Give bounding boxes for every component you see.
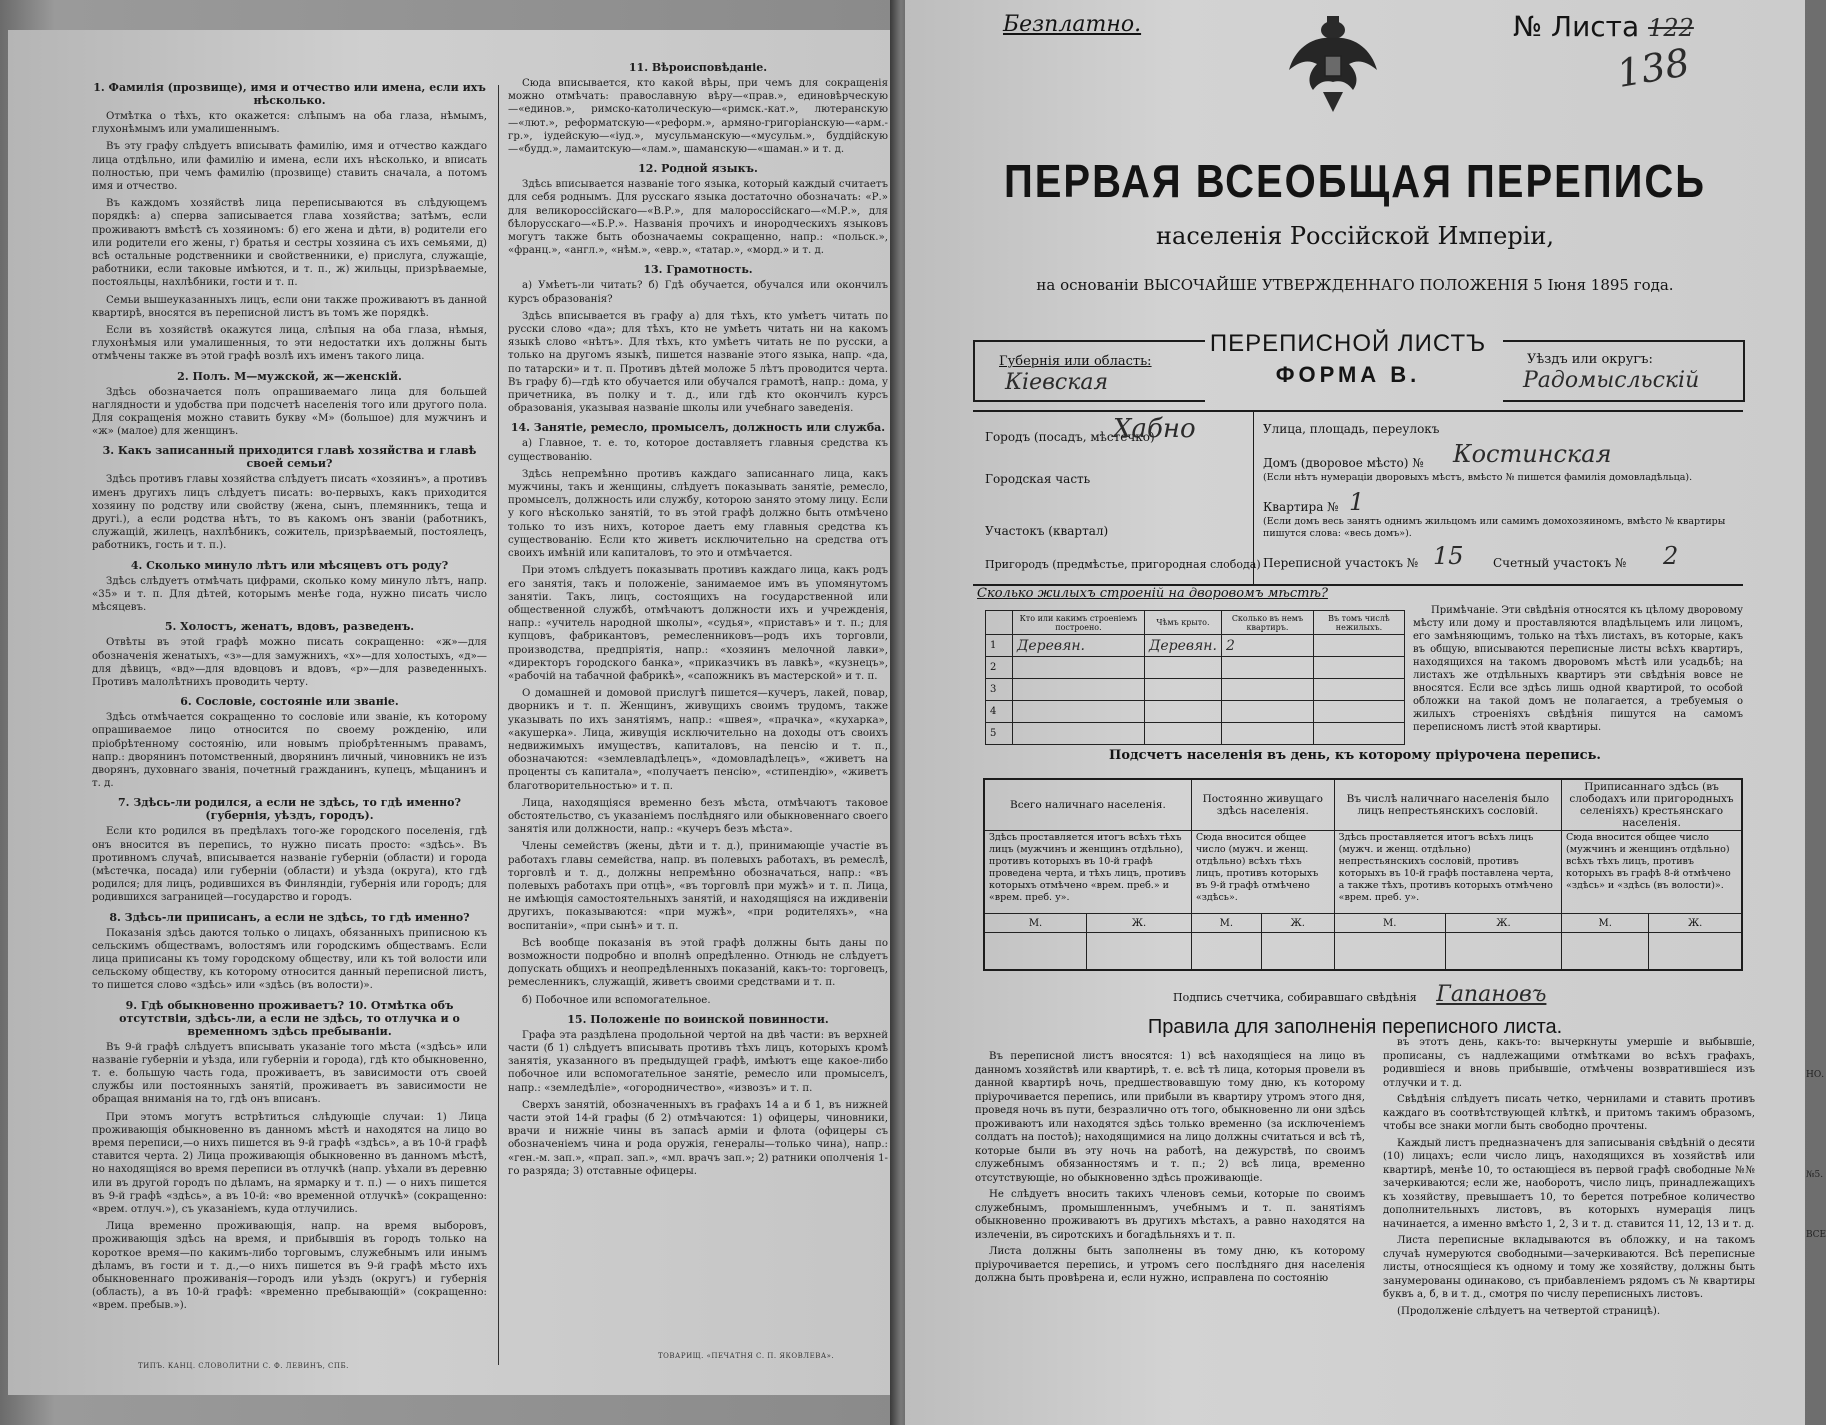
instruction-paragraph: а) Главное, т. е. то, которое доставляетъ главныя средства къ существованію. <box>508 438 888 463</box>
male-column-label: М. <box>1562 914 1649 933</box>
stroeniya-row <box>986 657 1405 679</box>
form-title-block <box>1203 330 1493 388</box>
list-number-handwritten: 138 <box>1613 40 1693 96</box>
podschet-desc-cell: Сюда вносится общее число (мужчинъ и женщинъ отдѣльно) всѣхъ тѣхъ лицъ, противъ которыхъ въ графѣ 8-й отмѣчено «здѣсь» и «здѣсь (въ волости)». <box>1562 831 1742 914</box>
podschet-header-cell: Въ числѣ наличнаго населенія было лицъ непрестьянскихъ сословій. <box>1334 779 1561 831</box>
stroeniya-cell-d <box>1313 723 1404 745</box>
stroeniya-cell-b <box>1144 657 1221 679</box>
kvartira-value: 1 <box>1349 488 1365 516</box>
section-heading: 15. Положеніе по воинской повинности. <box>567 1012 829 1026</box>
census-decree-line: на основаніи ВЫСОЧАЙШЕ УТВЕРЖДЕННАГО ПОЛОЖЕНІЯ 5 Іюня 1895 года. <box>1036 276 1674 294</box>
list-number-label: № Листа <box>1513 10 1640 43</box>
census-subtitle: населенія Россійской Имперіи, <box>1156 222 1554 250</box>
instruction-paragraph: Всѣ вообще показанія въ этой графѣ должны быть даны по возможности подробно и вполнѣ опредѣленно. Отнюдь не слѣдуетъ допускать общихъ и неопредѣленныхъ показаній, какъ-то: торговецъ, ремесленникъ, служащій, живетъ своими средствами и т. п. <box>508 937 888 989</box>
stroeniya-header-cell: Кто или какимъ строеніемъ построено. <box>1013 611 1145 635</box>
gorod-label: Городъ (посадъ, мѣстечко) <box>985 430 1155 444</box>
section-heading: 14. Занятіе, ремесло, промыселъ, должность или служба. <box>510 421 886 435</box>
instruction-paragraph: Сюда вписывается, кто какой вѣры, при чемъ для сокращенія можно отмѣчать: православную вѣру—«прав.», единовѣрческую—«единов.», римско-католическую—«римск.-кат.», лютеранскую—«лют.», реформатскую—«реформ.», армяно-григоріанскую—«арм.-гр.», іудейскую—«іуд.», мусульманскую—«мусульм.», буддійскую—«будд.», ламаитскую—«лам.», шаманскую—«шаман.» и т. д. <box>508 78 888 156</box>
stroeniya-cell-n: 5 <box>986 723 1013 745</box>
prigorod-label: Пригородъ (предмѣстье, пригородная слобода) <box>985 558 1261 571</box>
stroeniya-cell-c <box>1221 701 1313 723</box>
instruction-paragraph: Листа должны быть заполнены въ тому дню, къ которому пріурочивается перепись, и утромъ сего послѣдняго дня населенія должна быть провѣрена и, если нужно, исправлена по состоянію <box>975 1246 1365 1284</box>
stroeniya-table <box>985 610 1405 745</box>
section-heading: 4. Сколько минуло лѣтъ или мѣсяцевъ отъ роду? <box>130 558 449 572</box>
stroeniya-cell-a: Деревян. <box>1013 635 1145 657</box>
podschet-desc-cell: Здѣсь проставляется итогъ всѣхъ тѣхъ лицъ (мужчинъ и женщинъ отдѣльно), противъ которыхъ въ 10-й графѣ проведена черта, и тѣхъ лицъ, противъ которыхъ отмѣчено «врем. преб.» и «врем. преб. у». <box>984 831 1191 914</box>
section-heading: 8. Здѣсь-ли приписанъ, а если не здѣсь, то гдѣ именно? <box>109 910 470 924</box>
podschet-value-cell <box>1191 933 1261 971</box>
instruction-paragraph: Здѣсь вписывается въ графу а) для тѣхъ, кто умѣетъ читать по русски слово «да»; для тѣхъ, кто не умѣетъ читать ни на какомъ языкѣ слово «нѣтъ». Для тѣхъ, кто умѣетъ читать не по русски, а только на другомъ языкѣ, пишется названіе этого языка, напр. «да, по татарски» и т. п. Противъ дѣтей моложе 5 лѣтъ проводится черта. Въ графу б)—гдѣ кто обучается или обучался грамотѣ, напр.: дома, у причетника, въ полку и т. д., или гдѣ кто окончилъ курсъ образованія, указывая названіе школы или учебнаго заведенія. <box>508 310 888 415</box>
instruction-paragraph: Здѣсь обозначается полъ опрашиваемаго лица для большей наглядности и удобства при подсчетѣ населенія того или другого пола. Для сокращенія можно ставить букву «М» (большое) для мужчинъ и «ж» (малое) для женщинъ. <box>92 386 487 438</box>
stroeniya-header-n <box>986 611 1013 635</box>
instruction-paragraph: При этомъ слѣдуетъ показывать противъ каждаго лица, какъ родъ его занятія, такъ и положеніе, занимаемое имъ въ упомянутомъ занятіи. Такъ, лицъ, состоящихъ на государственной или общественной службѣ, отмѣчаютъ должности ихъ и учрежденія, напр.: «учитель народной школы», «судья», «приставъ» и т. п.; для купцовъ, фабрикантовъ, ремесленниковъ—родъ ихъ торговли, производства, предпріятія, напр.: «хозяинъ мелочной лавки», «директоръ городского банка», «приказчикъ въ лавкѣ», «кузнецъ», «рабочій на табачной фабрикѣ», «сапожникъ въ мастерской» и т. п. <box>508 565 888 682</box>
stroeniya-cell-d <box>1313 679 1404 701</box>
gorod-chast-label: Городская часть <box>985 472 1091 486</box>
podschet-value-cell <box>984 933 1087 971</box>
section-heading: 3. Какъ записанный приходится главѣ хозяйства и главѣ своей семьи? <box>102 444 477 471</box>
podschet-value-cell <box>1261 933 1334 971</box>
stroeniya-cell-c: 2 <box>1221 635 1313 657</box>
edge-mark-1: НО. <box>1806 1070 1825 1080</box>
section-heading: 13. Грамотность. <box>643 263 753 277</box>
list-number <box>1513 10 1694 43</box>
podschet-value-cell <box>1562 933 1649 971</box>
female-column-label: Ж. <box>1261 914 1334 933</box>
podschet-table-wrap <box>983 778 1743 971</box>
stroeniya-header-cell: Сколько въ немъ квартиръ. <box>1221 611 1313 635</box>
stroeniya-cell-n: 2 <box>986 657 1013 679</box>
stroeniya-cell-b: Деревян. <box>1144 635 1221 657</box>
instructions-column-1 <box>92 75 487 1350</box>
male-column-label: М. <box>984 914 1087 933</box>
edge-mark-2: №5. <box>1806 1170 1824 1180</box>
instruction-paragraph: О домашней и домовой прислугѣ пишется—кучеръ, лакей, повар, дворникъ и т. п. Женщинъ, живущихъ своимъ трудомъ, также указывать по ихъ занятіямъ, напр.: «швея», «прачка», «кухарка», «акушерка». Лица, живущія исключительно на доходы отъ своихъ недвижимыхъ имуществъ, капиталовъ, на пенсію и т. п., обозначаются: «землевладѣлецъ», «домовладѣлецъ», «живетъ на проценты съ капитала», «получаетъ пенсію», «стипендію», «живетъ благотворительностью» и т. п. <box>508 688 888 792</box>
instruction-paragraph: Если кто родился въ предѣлахъ того-же городского поселенія, гдѣ онъ вносится въ перепись, то нужно писать просто: «здѣсь». Въ противномъ случаѣ, вписывается названіе губерніи (области) и города (мѣстечка, посада) или губерніи (области) и уѣзда (округа), кто гдѣ родился; для лицъ, родившихся въ Финляндіи, губернія или городъ; для родившихся заграницей—государство и городъ. <box>92 826 487 904</box>
instruction-paragraph: Здѣсь вписывается названіе того языка, который каждый считаетъ для себя роднымъ. Для русскаго языка достаточно обозначать: «Р.» для великороссійскаго—«В.Р.», для малороссійскаго—«М.Р.», для бѣлорусскаго—«Б.Р.». Названія прочихъ и инородческихъ языковъ могутъ также быть обозначаемы сокращенно, напр.: «польск.», «франц.», «англ.», «нѣм.», «евр.», «татар.», «морд.» и т. д. <box>508 179 888 257</box>
instruction-paragraph: Семьи вышеуказанныхъ лицъ, если они также проживаютъ въ данной квартирѣ, вносятся въ переписной листъ въ томъ же порядкѣ. <box>92 294 487 319</box>
stroeniya-cell-b <box>1144 701 1221 723</box>
instruction-paragraph: Листа переписные вкладываются въ обложку, и на такомъ случаѣ нумеруются свободными—зачеркиваются. Всѣ переписные листы, относящіеся къ одному и тому же хозяйству, должны быть занумерованы одинаково, съ прибавленіемъ рядомъ съ № квартиры буквъ а, б, в и т. д., смотря по числу переписныхъ листовъ. <box>1383 1235 1755 1300</box>
kvartira-label: Квартира № <box>1263 500 1339 514</box>
section-heading: 11. Вѣроисповѣданіе. <box>628 61 768 74</box>
gubernia-value: Кіевская <box>1005 370 1109 395</box>
podschet-desc-cell: Сюда вносится общее число (мужч. и женщ. отдѣльно) всѣхъ тѣхъ лицъ, противъ которыхъ въ 9-й графѣ отмѣчено «здѣсь». <box>1191 831 1334 914</box>
female-column-label: Ж. <box>1649 914 1742 933</box>
stroeniya-cell-b <box>1144 679 1221 701</box>
section-heading: 2. Полъ. М—мужской, ж—женскій. <box>177 369 402 383</box>
podpis-block <box>1173 982 1546 1007</box>
instruction-paragraph: въ этотъ день, какъ-то: вычеркнуты умершіе и выбывшіе, прописаны, съ надлежащими отмѣтками во всѣхъ графахъ, родившіеся и вновь прибывшіе, отмѣчены возвратившіеся изъ отлучки и т. д. <box>1383 1037 1755 1089</box>
dom-value: Костинская <box>1453 440 1612 468</box>
right-page <box>905 0 1805 1425</box>
female-column-label: Ж. <box>1087 914 1192 933</box>
stroeniya-cell-a <box>1013 723 1145 745</box>
female-column-label: Ж. <box>1445 914 1561 933</box>
instruction-paragraph: Если въ хозяйствѣ окажутся лица, слѣпыя на оба глаза, нѣмыя, глухонѣмыя или умалишенныя, то эти недостатки ихъ должны быть отмѣчены также въ этой графѣ возлѣ ихъ именъ такого лица. <box>92 325 487 363</box>
podschet-header-cell: Приписаннаго здѣсь (въ слободахъ или пригородныхъ селеніяхъ) крестьянскаго населенія. <box>1562 779 1742 831</box>
instruction-paragraph: Здѣсь слѣдуетъ отмѣчать цифрами, сколько кому минуло лѣтъ, напр. «35» и т. п. Для дѣтей, которымъ менѣе года, нужно писать число мѣсяцевъ. <box>92 575 487 614</box>
instruction-paragraph: Лица, находящіяся временно безъ мѣста, отмѣчаютъ таковое обстоятельство, съ указаніемъ послѣдняго или обыкновеннаго своего занятія или должности, напр.: «кучеръ безъ мѣста». <box>508 797 888 836</box>
free-label: Безплатно. <box>1003 12 1142 37</box>
instruction-paragraph: При этомъ могутъ встрѣтиться слѣдующіе случаи: 1) Лица проживающія обыкновенно въ данномъ мѣстѣ и находятся на лицо во время переписи,—о нихъ пишется въ 9-й графѣ «здѣсь», а въ 10-й графѣ ставится черта. 2) Лица проживающія обыкновенно въ данномъ мѣстѣ, но находящіяся во время переписи въ отлучкѣ (напр. уѣхали въ деревню или въ другой городъ по дѣламъ, на ярмарку и т. п.) — о нихъ пишется въ 9-й графѣ «здѣсь», а въ 10-й: «во временной отлучкѣ» (сокращенно: «врем. отлуч.»), съ указаніемъ, куда отлучились. <box>92 1111 487 1215</box>
edge-mark-3: ВСЕ <box>1806 1230 1826 1240</box>
instruction-paragraph: Въ эту графу слѣдуетъ вписывать фамилію, имя и отчество каждаго лица отдѣльно, или фамилію и имена, если ихъ нѣсколько, и вписать полностью, при чемъ фамилію (прозвище) ставить сначала, а потомъ имя и отчество. <box>92 141 487 193</box>
imperial-eagle-emblem <box>1283 8 1383 118</box>
podschet-header-cell: Всего наличнаго населенія. <box>984 779 1191 831</box>
instructions-column-2 <box>508 55 888 1355</box>
podpis-label: Подпись счетчика, собиравшаго свѣдѣнія <box>1173 991 1417 1004</box>
stroeniya-cell-a <box>1013 679 1145 701</box>
instruction-paragraph: (Продолженіе слѣдуетъ на четвертой страницѣ). <box>1397 1305 1661 1317</box>
podschet-desc-row <box>984 831 1742 914</box>
stroeniya-row <box>986 701 1405 723</box>
podschet-value-cell <box>1445 933 1561 971</box>
printer-imprint-right: ТОВАРИЩ. «ПЕЧАТНЯ С. П. ЯКОВЛЕВА». <box>658 1352 835 1360</box>
address-block <box>973 410 1743 586</box>
instruction-paragraph: б) Побочное или вспомогательное. <box>522 994 711 1006</box>
instruction-paragraph: Каждый листъ предназначенъ для записыванія свѣдѣній о десяти (10) лицахъ; если число лицъ, находящихся въ хозяйствѣ или квартирѣ, менѣе 10, то остающіеся въ первой графѣ свободные №№ зачеркиваются; если же, наоборотъ, число лицъ, принадлежащихъ къ хозяйству, превышаетъ 10, то берется потребное количество дополнительныхъ листовъ, въ которыхъ нумерація лицъ начинается, а именно вмѣсто 1, 2, 3 и т. д. ставится 11, 12, 13 и т. д. <box>1383 1137 1755 1230</box>
instruction-paragraph: Отмѣтка о тѣхъ, кто окажется: слѣпымъ на оба глаза, нѣмымъ, глухонѣмымъ или умалишеннымъ. <box>92 111 487 136</box>
podschet-table <box>983 778 1743 971</box>
podschet-title: Подсчетъ населенія въ день, къ которому пріурочена перепись. <box>1109 748 1601 763</box>
printer-imprint-left: ТИПЪ. КАНЦ. СЛОВОЛИТНИ С. Ф. ЛЕВИНЪ, СПБ. <box>138 1362 349 1370</box>
instruction-paragraph: Здѣсь противъ главы хозяйства слѣдуетъ писать «хозяинъ», а противъ именъ другихъ лицъ слѣдуетъ писать: во-первыхъ, какъ приходится хозяину по родству или свойству (жена, сынъ, племянникъ, теща и другі.), а если родства нѣтъ, то въ какомъ онъ званіи (работникъ, служащій, жилецъ, нахлѣбникъ, сожитель, призрѣваемый, постоялецъ, работникъ, гость и т. п.). <box>92 474 487 552</box>
section-heading: 6. Сословіе, состояніе или званіе. <box>180 695 399 709</box>
list-number-crossed: 122 <box>1648 14 1694 42</box>
podschet-value-cell <box>1334 933 1445 971</box>
stroeniya-cell-c <box>1221 657 1313 679</box>
section-heading: 9. Гдѣ обыкновенно проживаетъ? 10. Отмѣтка объ отсутствіи, здѣсь-ли, а если не здѣсь, то отлучка и о временномъ здѣсь пребываніи. <box>119 998 460 1038</box>
stroeniya-header-cell: Чѣмъ крыто. <box>1144 611 1221 635</box>
stroeniya-cell-n: 1 <box>986 635 1013 657</box>
podschet-desc-cell: Здѣсь проставляется итогъ всѣхъ лицъ (мужч. и женщ. отдѣльно) непрестьянскихъ сословій, противъ которыхъ въ 10-й графѣ поставлена черта, а также тѣхъ, противъ которыхъ отмѣчено «врем. преб. у». <box>1334 831 1561 914</box>
stroeniya-cell-c <box>1221 679 1313 701</box>
gubernia-box <box>973 340 1205 402</box>
gubernia-label: Губернія или область: <box>999 354 1152 369</box>
stroeniya-cell-n: 3 <box>986 679 1013 701</box>
stroeniya-cell-a <box>1013 657 1145 679</box>
stroeniya-question: Сколько жилыхъ строеній на дворовомъ мѣстѣ? <box>977 586 1328 601</box>
instruction-paragraph: Показанія здѣсь даются только о лицахъ, обязанныхъ приписною къ сельскимъ обществамъ, волостямъ или городскимъ обществамъ. Если лица приписаны къ тому городскому обществу, или къ той волости или сельскому обществу, къ которому относится данный переписной листъ, то пишется слово «здѣсь» или «здѣсь (въ волости)». <box>92 927 487 992</box>
podschet-value-row <box>984 933 1742 971</box>
section-heading: 7. Здѣсь-ли родился, а если не здѣсь, то гдѣ именно? (губернія, уѣздъ, городъ). <box>118 796 461 823</box>
uchastok-label: Участокъ (квартал) <box>985 524 1109 538</box>
form-subtitle: ФОРМА В. <box>1275 362 1421 387</box>
stroeniya-cell-b <box>1144 723 1221 745</box>
perepis-uchastok-label: Переписной участокъ № <box>1263 556 1419 570</box>
stroeniya-cell-d <box>1313 635 1404 657</box>
instruction-paragraph: Лица временно проживающія, напр. на время выборовъ, проживающія здѣсь на время, и прибывшія въ городъ только на короткое время—по какимъ-либо торговымъ, служебнымъ или инымъ дѣламъ, въ гости и т. д.,—о нихъ пишется въ 9-й графѣ мѣсто ихъ обыкновеннаго проживанія—городъ или уѣздъ (округъ) и губернія (область), а въ 10-й графѣ: «временно пребывающій» (сокращенно: «врем. пребыв.»). <box>92 1221 487 1312</box>
instruction-paragraph: Члены семействъ (жены, дѣти и т. д.), принимающіе участіе въ работахъ главы семейства, напр. въ полевыхъ работахъ, въ ремеслѣ, торговлѣ и т. д., должны непремѣнно обозначаться, напр.: «въ полевыхъ работахъ при отцѣ», «въ торговлѣ при мужѣ» и т. п. Лица, не имѣющія самостоятельныхъ занятій, и находящіяся на иждивеніи другихъ, показываются: «при мужѣ», «при родителяхъ», «на воспитаніи», «при сынѣ» и т. п. <box>508 841 888 932</box>
instruction-paragraph: Въ переписной листъ вносятся: 1) всѣ находящіеся на лицо въ данномъ хозяйствѣ или квартирѣ, т. е. всѣ тѣ лица, которыя провели въ данной квартирѣ ночь, предшествовавшую тому дню, къ которому пріурочивается перепись, или прибыли въ квартиру утромъ этого дня, проведя ночь въ пути, безразлично отъ того, обыкновенно ли они здѣсь проживаютъ или находятся здѣсь только временно (за исключеніемъ солдатъ на постоѣ); находящимися на лицо должны считаться и всѣ тѣ, которые были въ эту ночь на работѣ, на дежурствѣ, по своимъ служебнымъ обязанностямъ и т. п.; 2) всѣ лица, временно отсутствующіе, но обыкновенно здѣсь проживающіе. <box>975 1051 1365 1184</box>
stroeniya-cell-d <box>1313 657 1404 679</box>
podschet-header-cell: Постоянно живущаго здѣсь населенія. <box>1191 779 1334 831</box>
section-heading: 5. Холостъ, женатъ, вдовъ, разведенъ. <box>164 620 415 634</box>
podschet-header-row <box>984 779 1742 831</box>
instruction-paragraph: Графа эта раздѣлена продольной чертой на двѣ части: въ верхней части (б 1) слѣдуетъ вписывать противъ тѣхъ лицъ, которыхъ кромѣ занятія, указанного въ предыдущей графѣ, имѣютъ еще какое-либо побочное или вспомогательное занятіе, ремесло или промыселъ, напр.: «земледѣліе», «огородничество», «извозъ» и т. п. <box>508 1029 888 1094</box>
primechanie-note: Примѣчаніе. Эти свѣдѣнія относятся къ цѣлому дворовому мѣсту или дому и проставляются владѣльцемъ или лицомъ, его замѣняющимъ, только на тѣхъ листахъ, въ которые, какъ въ общую, вписываются переписные листы всѣхъ квартиръ, находящихся на такомъ дворовомъ мѣстѣ или усадьбѣ; на листахъ же отдѣльныхъ квартиръ эти свѣдѣнія вовсе не вносятся. Если все здѣсь лишь одной квартирой, то особой обложки на такой домъ не полагается, а требуемыя о жилыхъ строеніяхъ свѣдѣнія пишутся на самомъ переписномъ листѣ этой квартиры. <box>1413 605 1743 733</box>
male-column-label: М. <box>1334 914 1445 933</box>
rules-column-2 <box>1383 1036 1755 1321</box>
stroeniya-row <box>986 723 1405 745</box>
form-title: ПЕРЕПИСНОЙ ЛИСТЪ <box>1209 330 1487 357</box>
schetny-uchastok-value: 2 <box>1663 542 1679 570</box>
rules-column-1 <box>975 1050 1365 1289</box>
perepis-uchastok-value: 15 <box>1433 542 1464 570</box>
rules-title: Правила для заполненія переписного листа. <box>1147 1016 1563 1038</box>
stroeniya-cell-c <box>1221 723 1313 745</box>
column-divider <box>498 85 499 1365</box>
kvartira-note: (Если домъ весь занятъ однимъ жильцомъ или самимъ домохозяиномъ, вмѣсто № квартиры пишутся слова: «весь домъ»). <box>1263 516 1726 539</box>
instruction-paragraph: Здѣсь отмѣчается сокращенно то сословіе или званіе, къ которому опрашиваемое лицо относится по своему рожденію, или пріобрѣтенному состоянію, или новымъ пріобрѣтеннымъ правамъ, напр.: дворянинъ потомственный, дворянинъ личный, чиновникъ не изъ дворянъ, духовнаго званія, почетный гражданинъ, купецъ, мѣщанинъ и т. д. <box>92 712 487 790</box>
male-column-label: М. <box>1191 914 1261 933</box>
schetny-uchastok-label: Счетный участокъ № <box>1493 556 1627 570</box>
stroeniya-header-row <box>986 611 1405 635</box>
left-page <box>8 30 898 1395</box>
dom-note: (Если нѣтъ нумераціи дворовыхъ мѣстъ, вмѣсто № пишется фамилія домовладѣльца). <box>1263 472 1693 483</box>
podschet-value-cell <box>1649 933 1742 971</box>
instruction-paragraph: Свѣдѣнія слѣдуетъ писать четко, чернилами и ставить противъ каждаго въ соотвѣтствующей клѣткѣ, и притомъ такимъ образомъ, чтобы все знаки могли быть свободно прочтены. <box>1383 1094 1755 1132</box>
instruction-paragraph: Не слѣдуетъ вносить такихъ членовъ семьи, которые по своимъ служебнымъ, промышленнымъ, учебнымъ и т. п. занятіямъ обыкновенно проживаютъ въ другихъ мѣстахъ, а равно находятся на излеченіи, въ сиротскихъ и богадѣльняхъ и т. п. <box>975 1189 1365 1241</box>
instruction-paragraph: Въ 9-й графѣ слѣдуетъ вписывать указаніе того мѣста («здѣсь» или названіе губерніи и уѣзда, или губерніи и города), гдѣ кто обыкновенно, т. е. большую часть года, проживаетъ, въ зависимости отъ своей службы или постоянныхъ занятій, проживаетъ въ зависимости не обращая вниманія на то, гдѣ онъ вписанъ. <box>92 1041 487 1106</box>
census-title: ПЕРВАЯ ВСЕОБЩАЯ ПЕРЕПИСЬ <box>1004 156 1706 208</box>
gorod-value: Хабно <box>1113 414 1196 444</box>
uezd-box <box>1503 340 1745 402</box>
instruction-paragraph: Сверхъ занятій, обозначенныхъ въ графахъ 14 а и б 1, въ нижней части этой 14-й графы (б 2) отмѣчаются: 1) офицеры, чиновники, врачи и нижніе чины въ запасѣ арміи и флота (офицеры съ обозначеніемъ чина и рода оружія, генералы—только чина), напр.: «ген.-м. зап.», «прап. зап.», «мл. врачъ зап.»; 2) ратники ополченія 1-го разряда; 3) отставные офицеры. <box>508 1099 888 1177</box>
dom-label: Домъ (дворовое мѣсто) № <box>1263 456 1424 470</box>
stroeniya-row <box>986 635 1405 657</box>
instruction-paragraph: Здѣсь непремѣнно противъ каждаго записаннаго лица, какъ мужчины, такъ и женщины, слѣдуетъ показывать занятіе, ремесло, промыселъ, должность или службу, которою занято этому лицу. Если у кого нѣсколько занятій, то въ этой графѣ должно быть отмѣчено только то изъ нихъ, которое даетъ ему главныя средства къ существованію. Если кто живетъ исключительно на средства отъ своихъ имѣній или капиталовъ, то это и отмѣчается. <box>508 468 888 560</box>
podschet-sex-row <box>984 914 1742 933</box>
instruction-paragraph: Отвѣты въ этой графѣ можно писать сокращенно: «ж»—для обозначенія женатыхъ, «з»—для замужнихъ, «х»—для холостыхъ, «д»—для дѣвицъ, «вд»—для вдовцовъ и вдовъ, «р»—для разведенныхъ. Противъ малолѣтнихъ проводить черту. <box>92 637 487 688</box>
instruction-paragraph: Въ каждомъ хозяйствѣ лица переписываются въ слѣдующемъ порядкѣ: а) сперва записывается глава хозяйства; затѣмъ, если проживаютъ вмѣстѣ съ хозяиномъ: б) его жена и дѣти, в) родители его или родители его жены, г) братья и сестры хозяина съ ихъ семьями, д) всѣ остальные родственники и свойственники, е) прислуга, служащіе, работники, если таковые имѣются, и т. п., ж) жильцы, призрѣваемые, постояльцы, нахлѣбники, гости и т. п. <box>92 198 487 289</box>
podschet-value-cell <box>1087 933 1192 971</box>
stroeniya-cell-n: 4 <box>986 701 1013 723</box>
uezd-label: Уѣздъ или округъ: <box>1527 352 1653 367</box>
section-heading: 12. Родной языкъ. <box>638 162 758 176</box>
podpis-value: Гапановъ <box>1436 982 1547 1007</box>
stroeniya-cell-a <box>1013 701 1145 723</box>
stroeniya-header-cell: Въ томъ числѣ нежилыхъ. <box>1313 611 1404 635</box>
instruction-paragraph: а) Умѣетъ-ли читать? б) Гдѣ обучается, обучался или окончилъ курсъ образованія? <box>508 280 888 305</box>
stroeniya-cell-d <box>1313 701 1404 723</box>
stroeniya-table-wrap <box>985 610 1405 745</box>
uezd-value: Радомысльскій <box>1523 368 1700 393</box>
stroeniya-row <box>986 679 1405 701</box>
section-heading: 1. Фамилія (прозвище), имя и отчество или имена, если ихъ нѣсколько. <box>93 81 486 107</box>
ulitsa-label: Улица, площадь, переулокъ <box>1263 422 1440 436</box>
